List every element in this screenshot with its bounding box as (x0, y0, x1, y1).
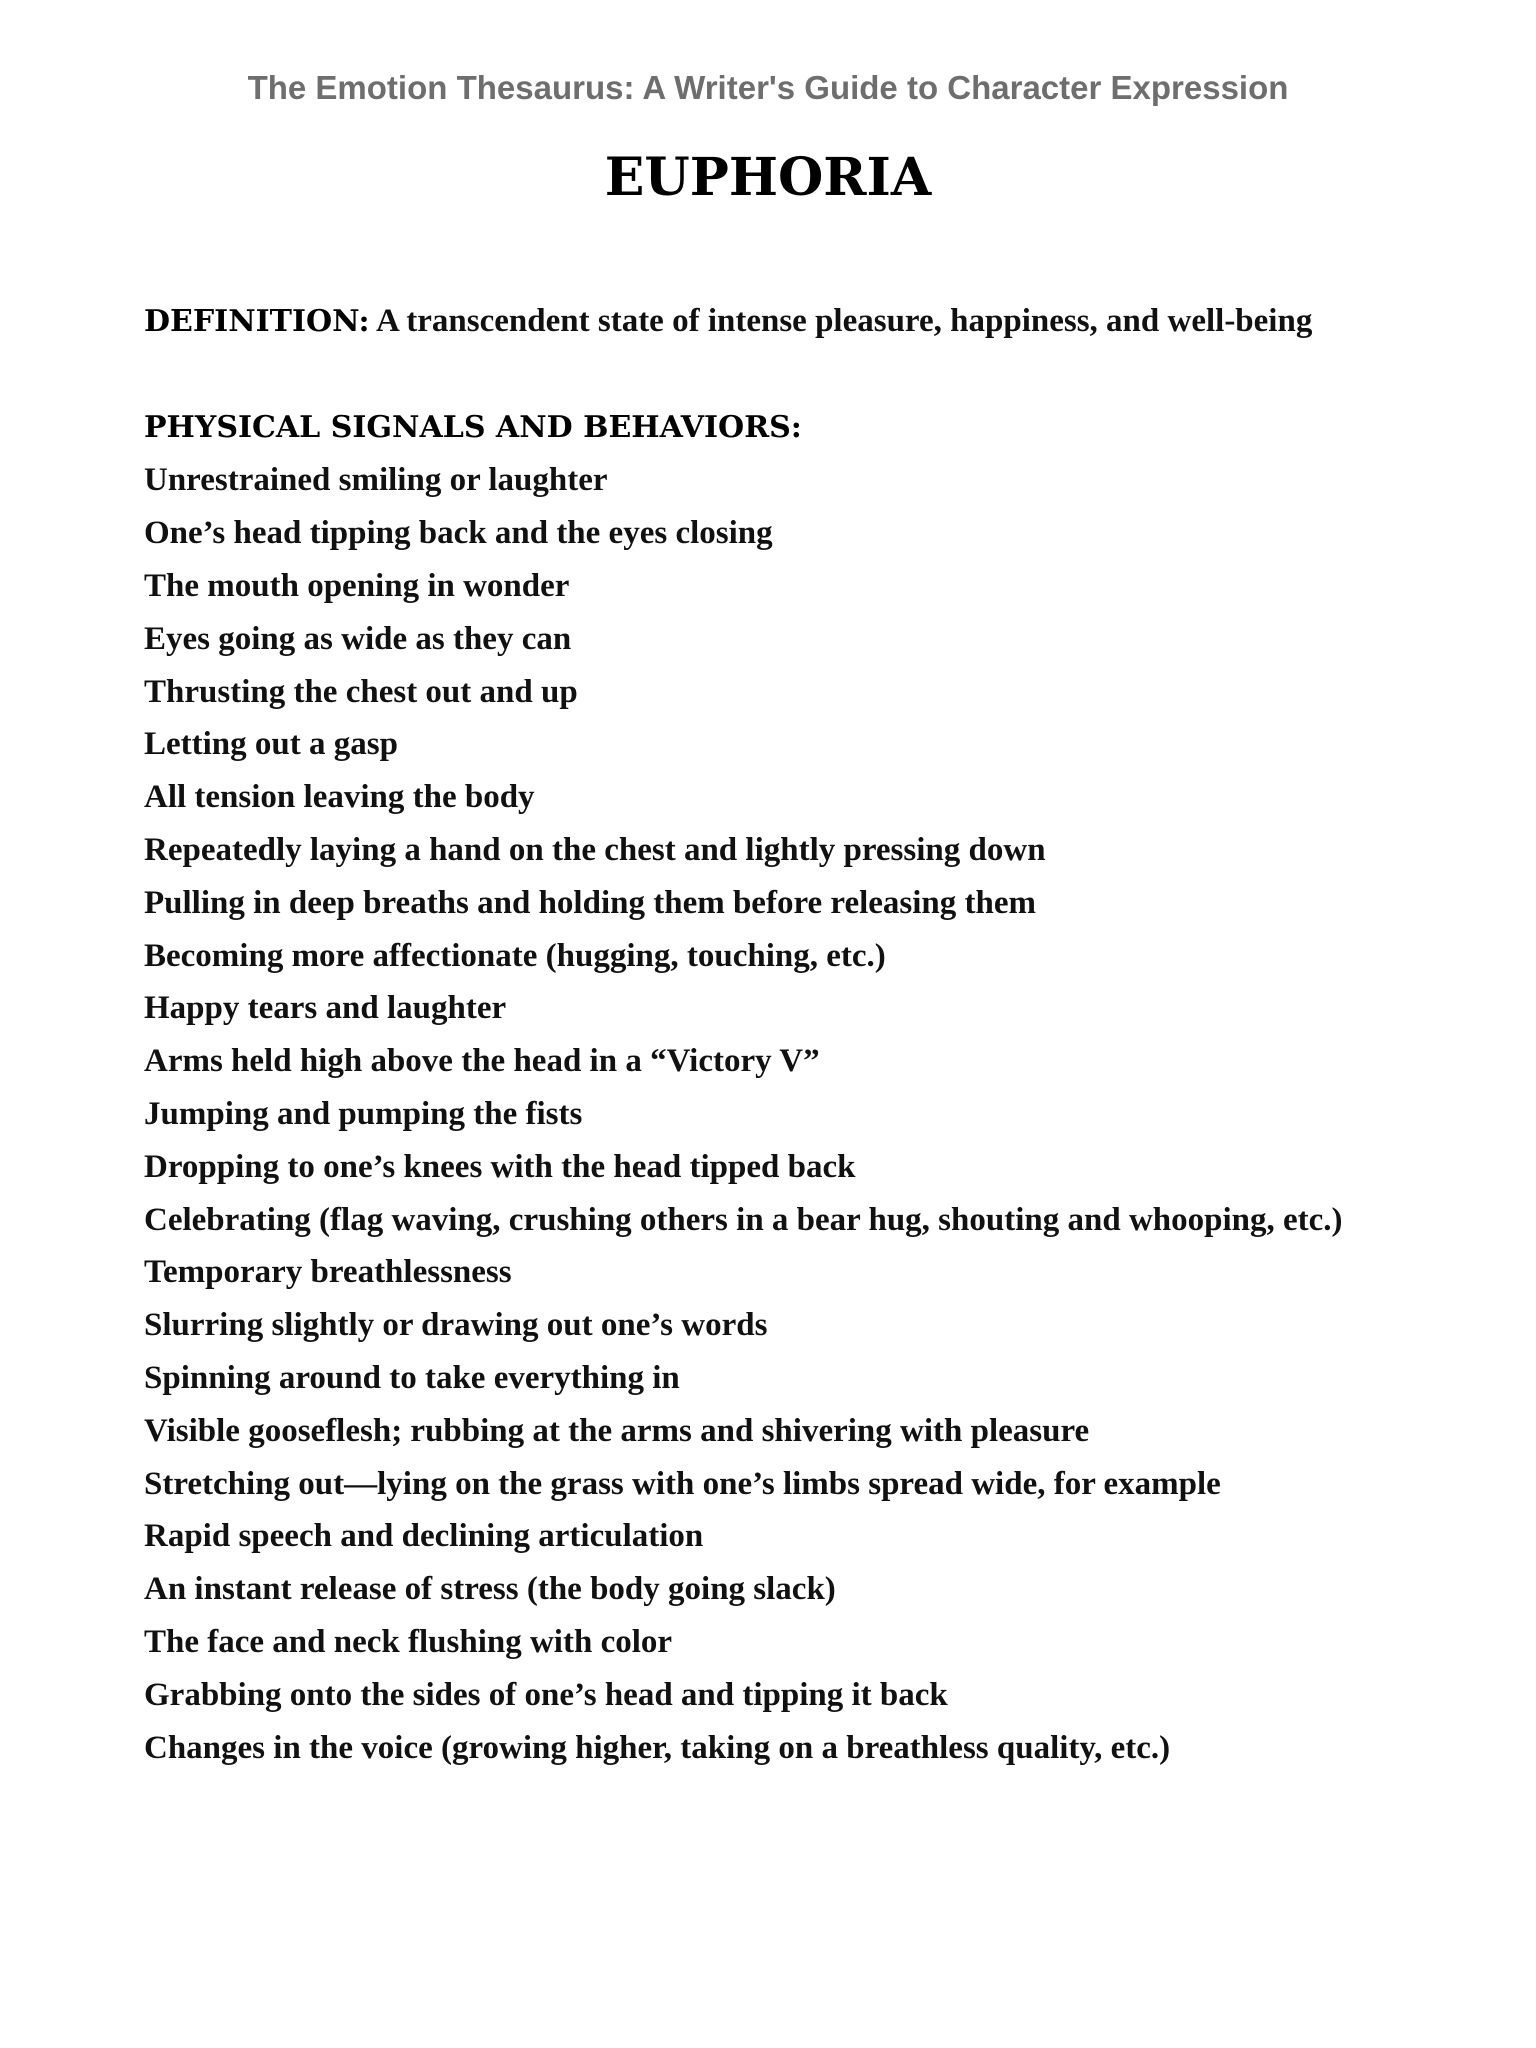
list-item: The face and neck flushing with color (144, 1623, 673, 1660)
list-item: Happy tears and laughter (144, 990, 507, 1027)
list-item: Rapid speech and declining articulation (144, 1518, 704, 1555)
list-item: Changes in the voice (growing higher, taking on a breathless quality, etc.) (144, 1729, 1171, 1766)
list-item: Visible gooseflesh; rubbing at the arms and shivering with pleasure (144, 1412, 1090, 1449)
list-item: An instant release of stress (the body going slack) (144, 1571, 836, 1608)
definition-label: DEFINITION: (144, 304, 370, 339)
list-item: Stretching out—lying on the grass with one’s limbs spread wide, for example (144, 1465, 1221, 1502)
list-item: Celebrating (flag waving, crushing others in a bear hug, shouting and whooping, etc.) (144, 1201, 1343, 1238)
signals-list (144, 454, 1410, 1774)
list-item: Spinning around to take everything in (144, 1359, 680, 1396)
signals-heading: PHYSICAL SIGNALS AND BEHAVIORS: (144, 409, 802, 445)
list-item: Jumping and pumping the fists (144, 1095, 583, 1132)
list-item: Dropping to one’s knees with the head tipped back (144, 1148, 856, 1185)
list-item: Repeatedly laying a hand on the chest and lightly pressing down (144, 831, 1046, 868)
list-item: Eyes going as wide as they can (144, 620, 572, 657)
list-item: Grabbing onto the sides of one’s head and tipping it back (144, 1676, 948, 1713)
list-item: Pulling in deep breaths and holding them before releasing them (144, 884, 1036, 921)
definition-paragraph (144, 295, 1410, 349)
list-item: Temporary breathlessness (144, 1254, 512, 1291)
list-item: Thrusting the chest out and up (144, 673, 578, 710)
list-item: The mouth opening in wonder (144, 567, 570, 604)
list-item: Becoming more affectionate (hugging, touching, etc.) (144, 937, 886, 974)
list-item: Unrestrained smiling or laughter (144, 462, 608, 499)
list-item: All tension leaving the body (144, 779, 535, 816)
list-item: Arms held high above the head in a “Victory V” (144, 1043, 820, 1080)
definition-text: A transcendent state of intense pleasure, happiness, and well-being (376, 303, 1313, 339)
entry-content (144, 295, 1410, 1774)
entry-title: EUPHORIA (604, 147, 932, 208)
list-item: Letting out a gasp (144, 726, 398, 763)
list-item: Slurring slightly or drawing out one’s words (144, 1307, 768, 1344)
list-item: One’s head tipping back and the eyes closing (144, 515, 773, 552)
running-header: The Emotion Thesaurus: A Writer's Guide to Character Expression (247, 69, 1289, 106)
